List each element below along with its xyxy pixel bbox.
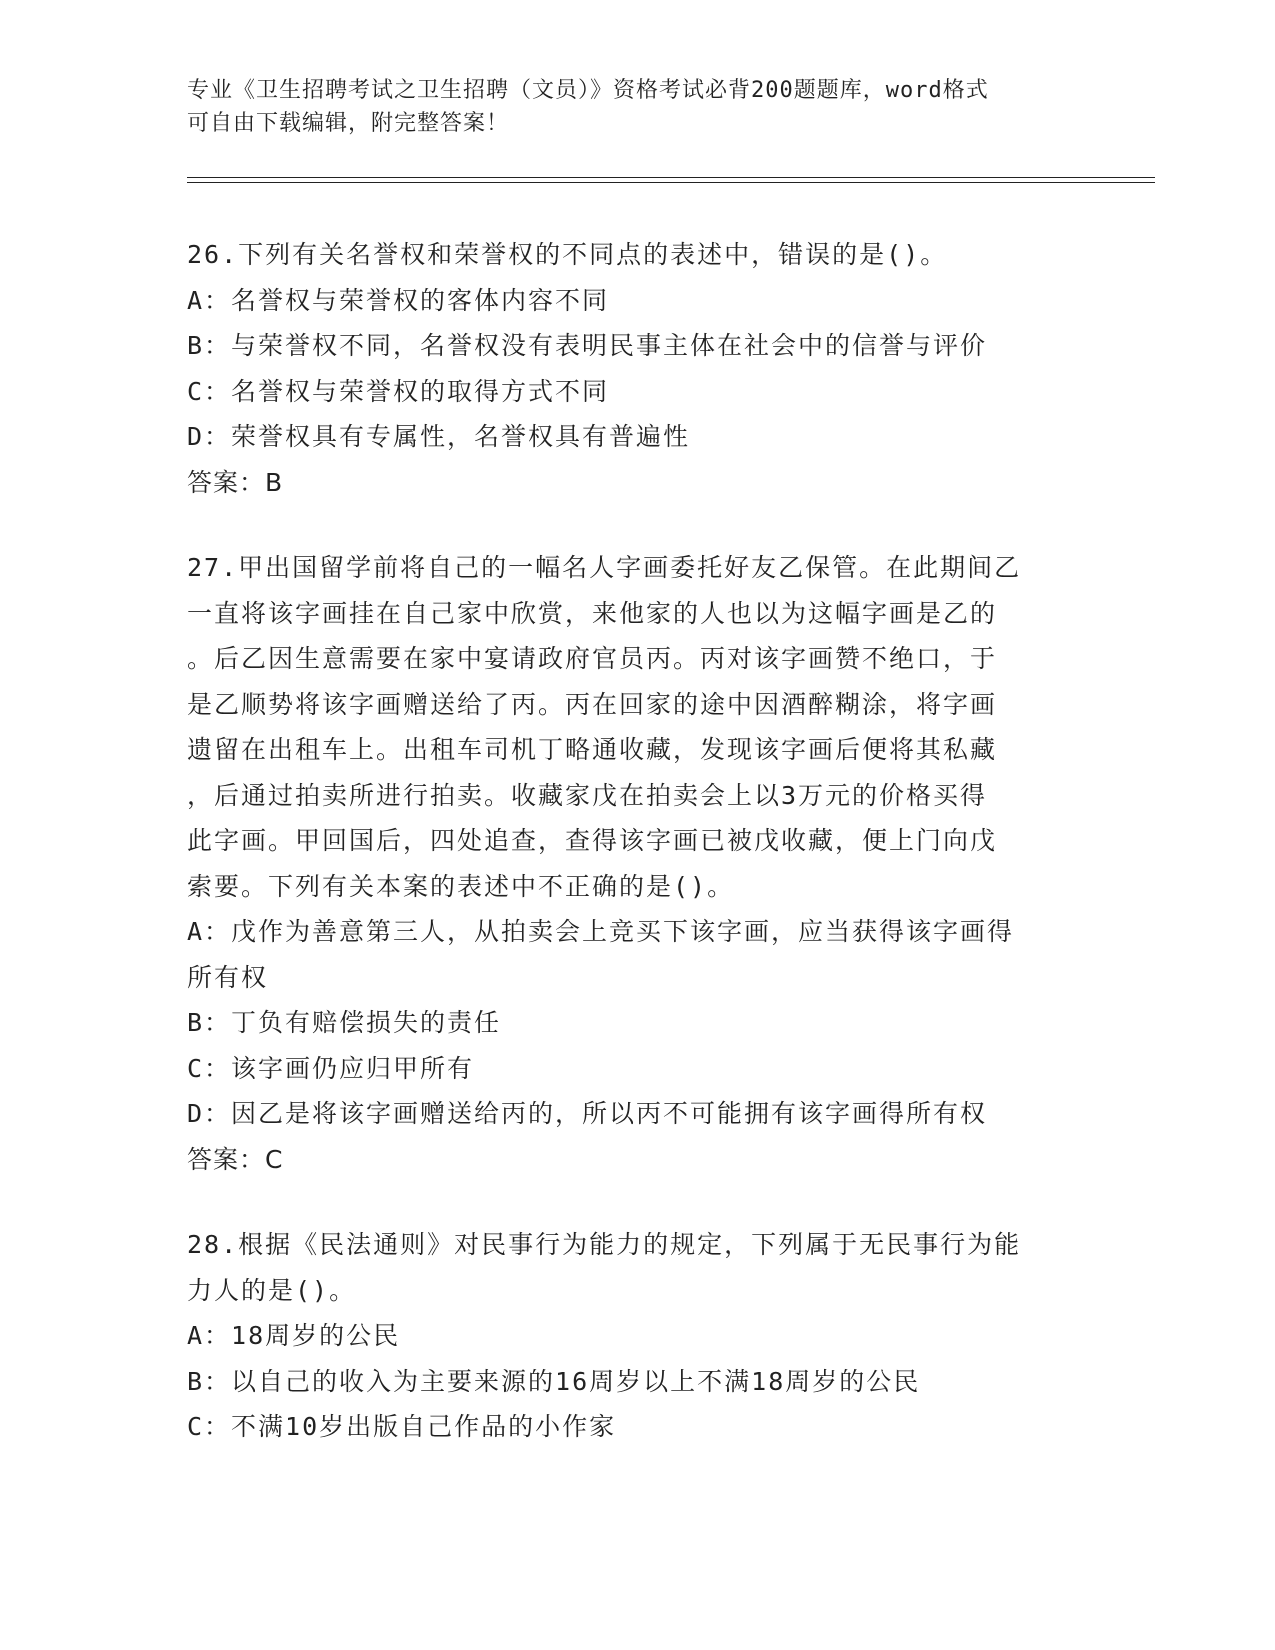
option-a: A：戊作为善意第三人，从拍卖会上竞买下该字画，应当获得该字画得 — [187, 917, 1015, 946]
option-a: A：18周岁的公民 — [187, 1321, 401, 1350]
question-stem: 力人的是()。 — [187, 1275, 357, 1305]
question-27 — [187, 545, 1087, 1182]
question-stem: 28.根据《民法通则》对民事行为能力的规定，下列属于无民事行为能 — [187, 1230, 1022, 1259]
option-a: A：名誉权与荣誉权的客体内容不同 — [187, 285, 610, 315]
option-c: C：不满10岁出版自己作品的小作家 — [187, 1412, 617, 1441]
question-stem: ，后通过拍卖所进行拍卖。收藏家戊在拍卖会上以3万元的价格买得 — [187, 780, 988, 810]
question-stem: 26.下列有关名誉权和荣誉权的不同点的表述中，错误的是()。 — [187, 240, 948, 269]
question-stem: 一直将该字画挂在自己家中欣赏，来他家的人也以为这幅字画是乙的 — [187, 598, 998, 628]
header-line: 专业《卫生招聘考试之卫生招聘（文员）》资格考试必背200题题库，word格式 — [187, 78, 989, 103]
header-divider-bottom — [187, 182, 1155, 183]
answer: 答案：B — [187, 467, 284, 497]
document-header — [187, 74, 1087, 140]
option-b: B：丁负有赔偿损失的责任 — [187, 1008, 502, 1037]
option-d: D：因乙是将该字画赠送给丙的，所以丙不可能拥有该字画得所有权 — [187, 1099, 988, 1128]
question-stem: 遗留在出租车上。出租车司机丁略通收藏，发现该字画后便将其私藏 — [187, 735, 998, 764]
option-b: B：与荣誉权不同，名誉权没有表明民事主体在社会中的信誉与评价 — [187, 331, 988, 360]
question-stem: 。后乙因生意需要在家中宴请政府官员丙。丙对该字画赞不绝口，于 — [187, 644, 998, 673]
answer: 答案：C — [187, 1144, 284, 1174]
question-26 — [187, 232, 1087, 505]
question-stem: 索要。下列有关本案的表述中不正确的是()。 — [187, 871, 735, 901]
question-stem: 27.甲出国留学前将自己的一幅名人字画委托好友乙保管。在此期间乙 — [187, 553, 1022, 582]
question-stem: 此字画。甲回国后，四处追查，查得该字画已被戊收藏，便上门向戊 — [187, 826, 998, 855]
option-c: C：名誉权与荣誉权的取得方式不同 — [187, 376, 610, 406]
question-list — [187, 232, 1087, 1490]
option-c: C：该字画仍应归甲所有 — [187, 1053, 475, 1083]
option-a-continued: 所有权 — [187, 962, 269, 992]
option-d: D：荣誉权具有专属性，名誉权具有普遍性 — [187, 422, 691, 451]
header-divider-top — [187, 177, 1155, 178]
header-line: 可自由下载编辑，附完整答案！ — [187, 111, 510, 136]
question-stem: 是乙顺势将该字画赠送给了丙。丙在回家的途中因酒醉糊涂，将字画 — [187, 689, 998, 719]
option-b: B：以自己的收入为主要来源的16周岁以上不满18周岁的公民 — [187, 1366, 921, 1396]
question-28 — [187, 1222, 1087, 1450]
